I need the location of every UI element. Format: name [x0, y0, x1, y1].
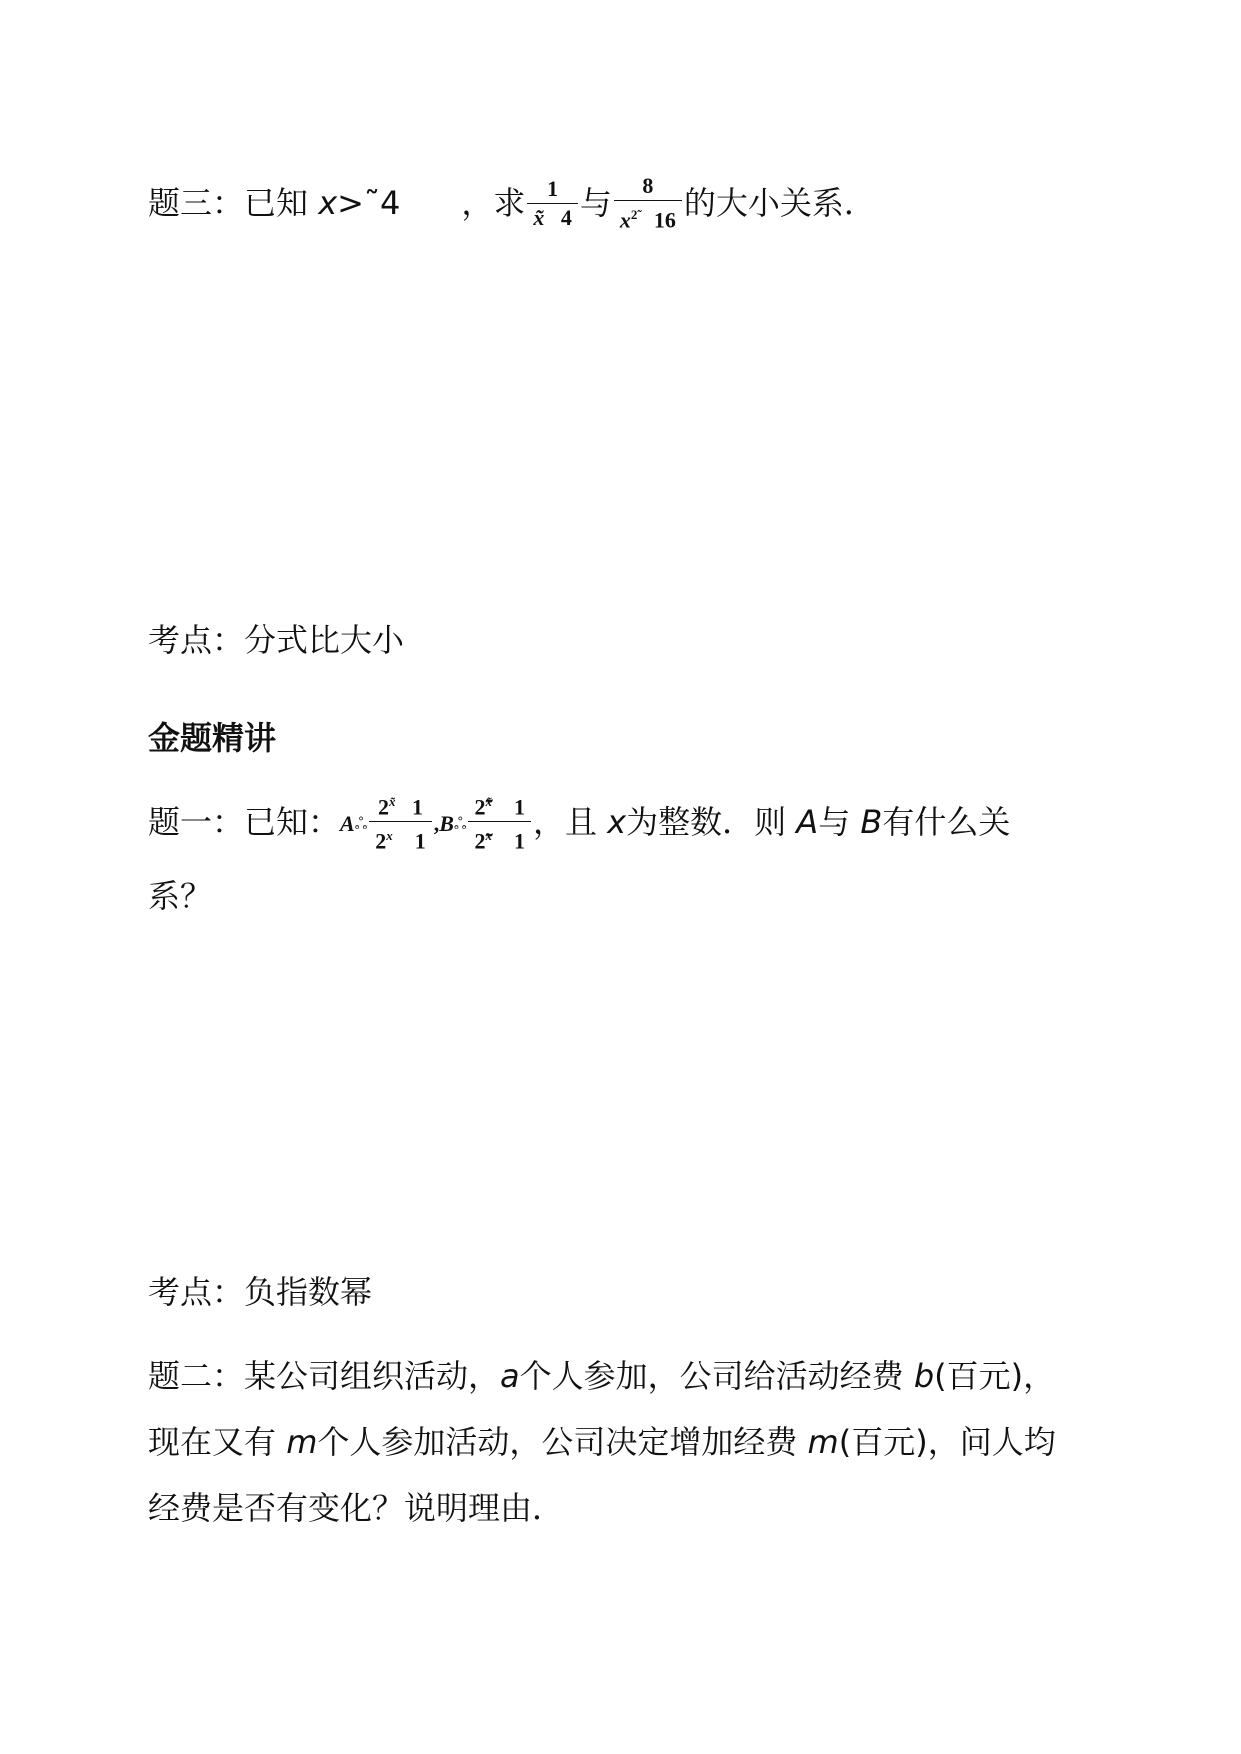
kaodian-1: 考点：分式比大小 — [148, 621, 405, 659]
condition: >˜4 — [337, 184, 401, 223]
fraction-A-denominator: 2$^x$ 1 — [375, 828, 426, 854]
fraction-B-denominator: 2̃$^x$ 1 — [474, 828, 525, 854]
conjunction: 与 — [579, 184, 612, 223]
var-b: b — [913, 1357, 935, 1395]
therefore-symbol-2: ஃ — [453, 813, 467, 833]
fraction-2 — [614, 174, 682, 232]
fraction-1-denominator: x̃ 4 — [533, 204, 572, 230]
fraction-B-numerator: 2̃$^{x̃}$ 1 — [468, 790, 531, 822]
problem-2-line-1: 题二：某公司组织活动，a个人参加，公司给活动经费 b(百元)， — [148, 1357, 1056, 1395]
fraction-1-numerator: 1 — [527, 177, 578, 204]
math-var-B: B — [439, 810, 454, 836]
problem-3-prefix: 题三：已知 — [148, 184, 319, 223]
fraction-1 — [527, 177, 578, 230]
problem-1 — [148, 792, 1010, 856]
var-A: A — [796, 802, 819, 841]
fraction-A-numerator: $2^{x̃}$ 1 — [369, 790, 432, 822]
var-a: a — [500, 1357, 520, 1395]
var-m-2: m — [807, 1423, 839, 1461]
var-x: x — [318, 184, 338, 223]
problem-2-line-3: 经费是否有变化？说明理由． — [148, 1489, 565, 1527]
fraction-2-numerator: 8 — [614, 174, 682, 201]
problem-2-line-2: 现在又有 m个人参加活动，公司决定增加经费 m(百元)，问人均 — [148, 1423, 1056, 1461]
var-x: x — [607, 802, 627, 841]
therefore-symbol: ஃ — [354, 813, 368, 833]
fraction-2-denominator: $x^{2̃}$ 16 — [619, 207, 676, 233]
var-m: m — [286, 1423, 318, 1461]
fraction-B — [468, 790, 531, 854]
problem-1-text-2: 为整数．则 — [626, 802, 797, 841]
problem-3 — [148, 173, 876, 234]
problem-1-text-1: ，且 — [532, 802, 608, 841]
var-B: B — [860, 802, 883, 841]
section-title: 金题精讲 — [148, 719, 277, 757]
math-var-A: A — [340, 810, 355, 836]
problem-3-mid: ，求 — [400, 184, 526, 223]
problem-1-text-4: 有什么关 — [882, 802, 1011, 841]
problem-1-prefix: 题一：已知： — [148, 802, 341, 841]
problem-3-suffix: 的大小关系． — [683, 184, 876, 223]
fraction-A — [369, 790, 432, 854]
kaodian-2: 考点：负指数幂 — [148, 1273, 373, 1311]
problem-1-line-2: 系？ — [148, 877, 213, 915]
problem-1-text-3: 与 — [818, 802, 861, 841]
comma: , — [433, 810, 440, 836]
